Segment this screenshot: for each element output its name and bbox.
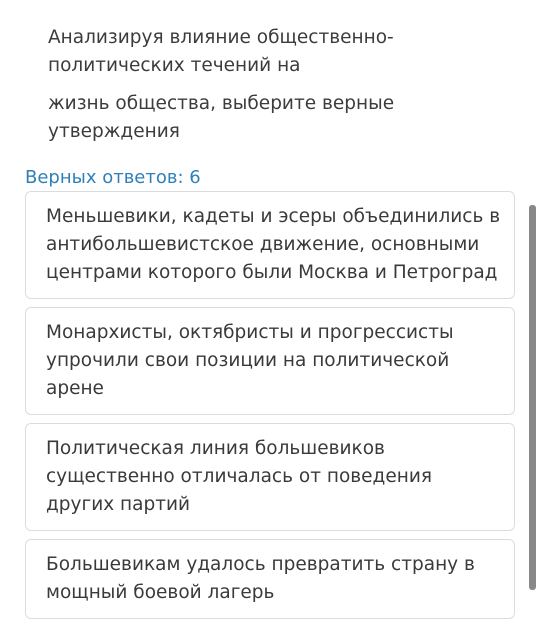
answer-option-4[interactable] xyxy=(25,539,515,619)
question-line-1: Анализируя влияние общественно-политических течений на xyxy=(48,27,394,76)
answer-option-text: Большевикам удалось превратить страну в мощный боевой лагерь xyxy=(46,554,475,603)
scrollbar-thumb[interactable] xyxy=(529,205,536,590)
question-line-2: жизнь общества, выберите верные утверждения xyxy=(48,93,395,142)
question-text xyxy=(48,24,488,146)
answer-option-3[interactable] xyxy=(25,423,515,531)
answer-options-list xyxy=(25,191,515,627)
answer-option-text: Монархисты, октябристы и прогрессисты упрочили свои позиции на политической арене xyxy=(46,322,454,399)
answer-option-1[interactable] xyxy=(25,191,515,299)
answer-option-text: Политическая линия большевиков существенно отличалась от поведения других партий xyxy=(46,438,432,515)
answer-option-text: Меньшевики, кадеты и эсеры объединились в антибольшевистское движение, основными центрами которого были Москва и Петроград xyxy=(46,206,501,283)
answer-option-2[interactable] xyxy=(25,307,515,415)
correct-answers-count: Верных ответов: 6 xyxy=(25,167,201,188)
